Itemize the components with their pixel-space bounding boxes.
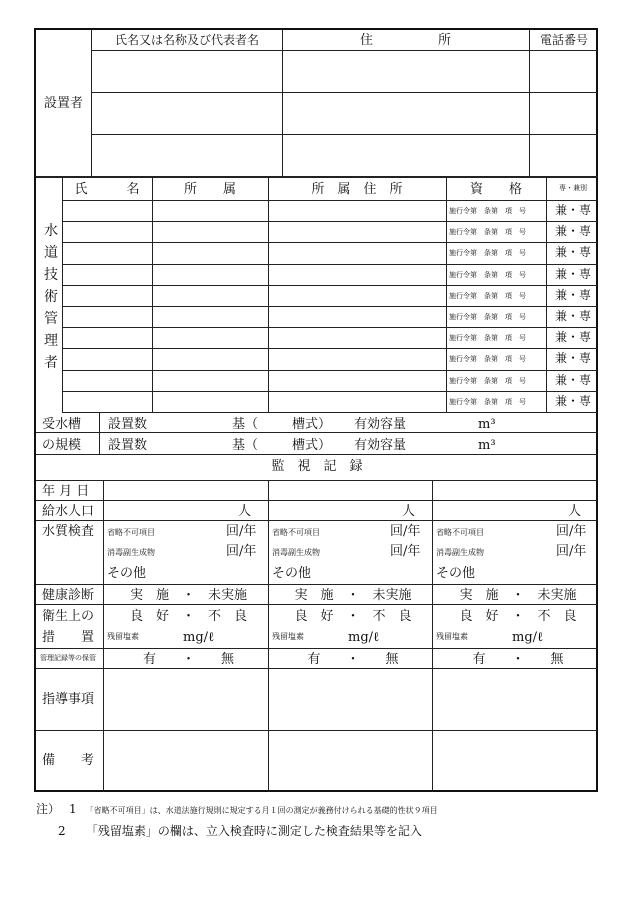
disinfection-byproducts: 消毒副生成物: [107, 548, 155, 557]
tank-unit-2: 基（: [232, 438, 259, 453]
residual-chlorine: 残留塩素: [436, 632, 468, 641]
manager-label: 水 道 技 術 管 理 者: [44, 223, 58, 371]
rule: [282, 30, 283, 176]
tank-capacity-1: 有効容量: [354, 417, 407, 432]
chlorine-unit: mg/ℓ: [183, 630, 215, 645]
role-text: 兼・専: [554, 373, 591, 387]
disinfection-byproducts: 消毒副生成物: [436, 548, 484, 557]
rule: [36, 604, 598, 605]
note-1-text: 「省略不可項目」は、水道法施行規則に規定する月１回の測定が義務付けられる基礎的性状９項目: [85, 806, 438, 815]
other-items: その他: [436, 566, 476, 581]
rule: [432, 480, 433, 792]
omit-frequency: 回/年: [390, 524, 421, 539]
disinfection-frequency: 回/年: [390, 544, 421, 559]
health-options: 実 施 ・ 未実施: [459, 588, 577, 603]
omit-frequency: 回/年: [556, 524, 587, 539]
rule: [99, 412, 100, 454]
col-affiliation: 所 属: [183, 182, 236, 197]
tank-label-2: の規模: [42, 438, 82, 453]
row-guidance: 指導事項: [42, 692, 95, 707]
row-hygiene-2: 措 置: [42, 630, 95, 645]
disinfection-frequency: 回/年: [556, 544, 587, 559]
tank-m3-1: m³: [478, 417, 496, 432]
rule: [62, 176, 63, 412]
residual-chlorine: 残留塩素: [107, 632, 139, 641]
col-role: 専・兼別: [559, 184, 587, 192]
other-items: その他: [107, 566, 147, 581]
row-health: 健康診断: [42, 588, 95, 603]
qualification-text: 施行令第 条第 項 号: [449, 292, 526, 300]
col-name: 氏名又は名称及び代表者名: [114, 33, 259, 47]
note-1: [36, 800, 438, 817]
row-hygiene-1: 衛生上の: [42, 609, 95, 624]
omit-items: 省略不可項目: [272, 528, 320, 537]
rule: [36, 176, 598, 178]
omit-items: 省略不可項目: [436, 528, 484, 537]
row-quality: 水質検査: [42, 524, 95, 539]
qualification-text: 施行令第 条第 項 号: [449, 207, 526, 215]
rule: [36, 520, 598, 521]
row-date: 年 月 日: [42, 484, 90, 499]
omit-frequency: 回/年: [226, 524, 257, 539]
disinfection-frequency: 回/年: [226, 544, 257, 559]
records-options: 有 ・ 無: [142, 652, 234, 667]
hygiene-options: 良 好 ・ 不 良: [294, 609, 412, 624]
col-phone: 電話番号: [539, 33, 588, 47]
health-options: 実 施 ・ 未実施: [129, 588, 247, 603]
rule: [62, 327, 598, 328]
rule: [546, 176, 547, 412]
tank-label-1: 受水槽: [42, 417, 82, 432]
qualification-text: 施行令第 条第 項 号: [449, 271, 526, 279]
qualification-text: 施行令第 条第 項 号: [449, 398, 526, 406]
rule: [91, 30, 92, 176]
role-text: 兼・専: [554, 288, 591, 302]
disinfection-byproducts: 消毒副生成物: [272, 548, 320, 557]
rule: [62, 221, 598, 222]
note-prefix: 注）: [36, 802, 61, 816]
role-text: 兼・専: [554, 351, 591, 365]
records-options: 有 ・ 無: [307, 652, 399, 667]
person-unit: 人: [238, 504, 252, 519]
omit-items: 省略不可項目: [107, 528, 155, 537]
rule: [62, 391, 598, 392]
rule: [446, 176, 447, 412]
rule: [268, 480, 269, 792]
role-text: 兼・専: [554, 267, 591, 281]
rule: [36, 480, 598, 481]
residual-chlorine: 残留塩素: [272, 632, 304, 641]
role-text: 兼・専: [554, 394, 591, 408]
chlorine-unit: mg/ℓ: [512, 630, 544, 645]
monitor-title: 監 視 記 録: [271, 459, 363, 474]
rule: [36, 668, 598, 669]
hygiene-options: 良 好 ・ 不 良: [459, 609, 577, 624]
col-qualification: 資 格: [469, 182, 522, 197]
rule: [62, 242, 598, 243]
rule: [36, 432, 598, 433]
hygiene-options: 良 好 ・ 不 良: [129, 609, 247, 624]
rule: [36, 648, 598, 649]
note-1-number: 1: [69, 802, 77, 816]
row-records: 管理記録等の保管: [40, 654, 96, 662]
rule: [62, 200, 598, 201]
rule: [36, 500, 598, 501]
role-text: 兼・専: [554, 309, 591, 323]
row-remarks: 備 考: [42, 753, 95, 768]
tank-unit-1: 基（: [232, 417, 259, 432]
chlorine-unit: mg/ℓ: [348, 630, 380, 645]
person-unit: 人: [402, 504, 416, 519]
rule: [62, 264, 598, 265]
tank-type-1: 槽式）: [292, 417, 332, 432]
col-manager-name: 氏 名: [74, 182, 140, 197]
rule: [529, 30, 530, 176]
role-text: 兼・専: [554, 224, 591, 238]
qualification-text: 施行令第 条第 項 号: [449, 249, 526, 257]
inspection-form: [34, 28, 598, 792]
note-2-number: 2: [58, 824, 66, 838]
tank-count-1: 設置数: [108, 417, 148, 432]
installer-label: 設置者: [44, 96, 84, 111]
qualification-text: 施行令第 条第 項 号: [449, 377, 526, 385]
col-address: 住 所: [359, 33, 451, 48]
rule: [36, 454, 598, 455]
qualification-text: 施行令第 条第 項 号: [449, 228, 526, 236]
note-2: [58, 822, 422, 839]
rule: [36, 584, 598, 585]
rule: [103, 480, 104, 792]
person-unit: 人: [568, 504, 582, 519]
role-text: 兼・専: [554, 330, 591, 344]
qualification-text: 施行令第 条第 項 号: [449, 334, 526, 342]
rule: [62, 306, 598, 307]
rule: [62, 370, 598, 371]
rule: [91, 92, 598, 93]
health-options: 実 施 ・ 未実施: [294, 588, 412, 603]
tank-capacity-2: 有効容量: [354, 438, 407, 453]
qualification-text: 施行令第 条第 項 号: [449, 313, 526, 321]
rule: [62, 412, 598, 413]
tank-m3-2: m³: [478, 438, 496, 453]
col-affiliation-address: 所 属 住 所: [311, 182, 403, 197]
records-options: 有 ・ 無: [472, 652, 564, 667]
rule: [268, 176, 269, 412]
qualification-text: 施行令第 条第 項 号: [449, 355, 526, 363]
rule: [36, 730, 598, 731]
rule: [152, 176, 153, 412]
row-population: 給水人口: [42, 504, 95, 519]
tank-type-2: 槽式）: [292, 438, 332, 453]
rule: [62, 348, 598, 349]
rule: [91, 134, 598, 135]
role-text: 兼・専: [554, 245, 591, 259]
role-text: 兼・専: [554, 203, 591, 217]
note-2-text: 「残留塩素」の欄は、立入検査時に測定した検査結果等を記入: [85, 824, 422, 838]
tank-count-2: 設置数: [108, 438, 148, 453]
rule: [91, 50, 598, 51]
other-items: その他: [272, 566, 312, 581]
rule: [62, 285, 598, 286]
